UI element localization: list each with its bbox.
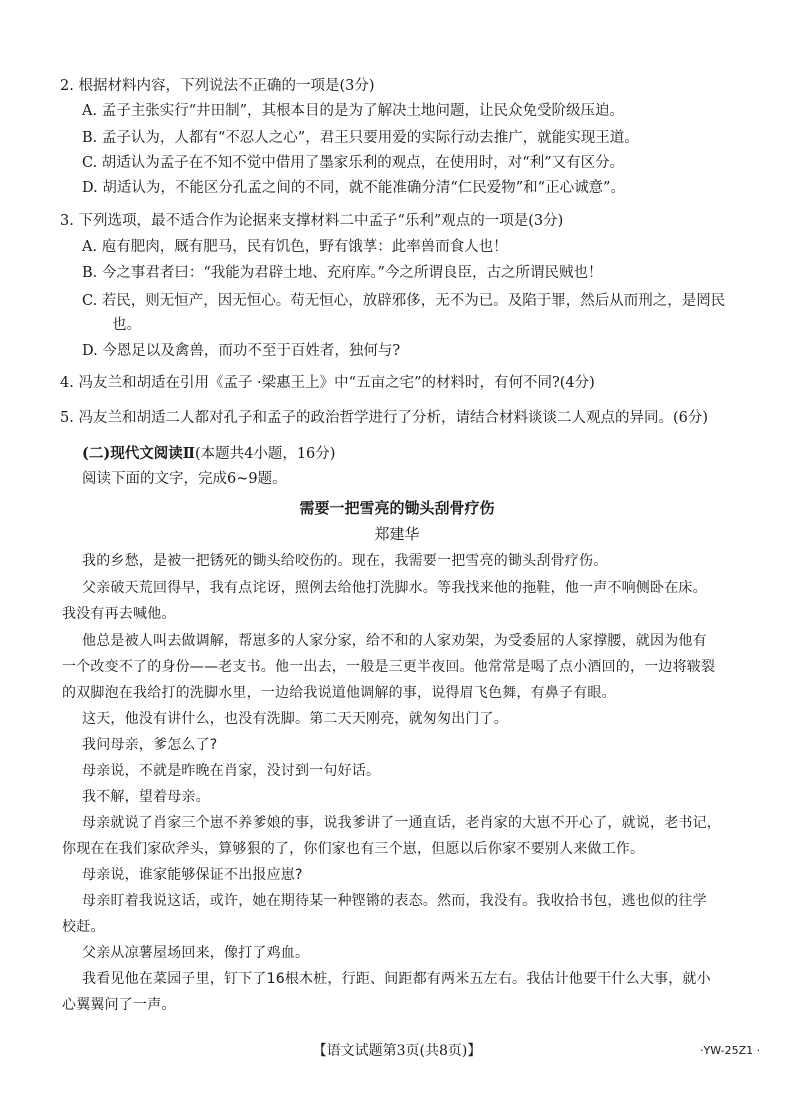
- section-heading-note: (本题共4小题，16分): [194, 446, 336, 462]
- question-5: 5. 冯友兰和胡适二人都对孔子和孟子的政治哲学进行了分析，请结合材料谈谈二人观点的异同。(6分): [60, 410, 708, 426]
- article-line: 我没有再去喊他。: [62, 606, 176, 622]
- article-line: 校赶。: [62, 919, 105, 935]
- article-line: 这天，他没有讲什么，也没有洗脚。第二天天刚亮，就匆匆出门了。: [82, 711, 508, 727]
- article-line: 我不解，望着母亲。: [82, 789, 210, 805]
- exam-code: ·YW-25Z1 ·: [700, 1044, 761, 1057]
- article-line: 母亲说，不就是昨晚在肖家，没讨到一句好话。: [82, 763, 381, 779]
- article-line: 你现在在我们家砍斧头，算够狠的了，你们家也有三个崽，但愿以后你家不要别人来做工作。: [62, 841, 645, 857]
- question-2-option-d: D. 胡适认为，不能区分孔孟之间的不同，就不能准确分清“仁民爱物”和“正心诚意”。: [82, 180, 625, 196]
- question-4: 4. 冯友兰和胡适在引用《孟子 ·梁惠王上》中“五亩之宅”的材料时，有何不同?(4分): [60, 375, 595, 391]
- article-line: 心翼翼问了一声。: [62, 997, 176, 1013]
- question-2-option-a: A. 孟子主张实行“井田制”，其根本目的是为了解决土地问题，让民众免受阶级压迫。: [82, 103, 625, 119]
- question-3-option-b: B. 今之事君者曰：“我能为君辟土地、充府库。”今之所谓良臣，古之所谓民贼也！: [82, 265, 603, 281]
- page-footer-label: 【语文试题第3页(共8页)】: [312, 1043, 482, 1059]
- section-instruction: 阅读下面的文字，完成6~9题。: [82, 471, 287, 487]
- section-heading: [82, 443, 335, 465]
- question-2-option-c: C. 胡适认为孟子在不知不觉中借用了墨家乐利的观点，在使用时，对“利”又有区分。: [82, 155, 625, 171]
- question-3-option-c: C. 若民，则无恒产，因无恒心。苟无恒心，放辟邪侈，无不为已。及陷于罪，然后从而刑之，是罔民: [82, 293, 726, 309]
- article-line: 他总是被人叫去做调解，帮崽多的人家分家，给不和的人家劝架，为受委屈的人家撑腰，就因为他有: [82, 633, 707, 649]
- question-2-option-b: B. 孟子认为，人都有“不忍人之心”，君王只要用爱的实际行动去推广，就能实现王道。: [82, 130, 639, 146]
- question-3-option-c-continued: 也。: [112, 317, 141, 333]
- article-line: 母亲就说了肖家三个崽不养爹娘的事，说我爹讲了一通直话，老肖家的大崽不开心了，就说，老书记，: [82, 815, 721, 831]
- article-line: 的双脚泡在我给打的洗脚水里，一边给我说道他调解的事，说得眉飞色舞，有鼻子有眼。: [62, 685, 616, 701]
- article-line: 母亲说，谁家能够保证不出报应崽?: [82, 867, 303, 883]
- question-3-option-d: D. 今恩足以及禽兽，而功不至于百姓者，独何与?: [82, 343, 401, 359]
- article-line: 我问母亲，爹怎么了?: [82, 737, 218, 753]
- question-2-stem: 2. 根据材料内容，下列说法不正确的一项是(3分): [60, 78, 375, 94]
- section-heading-title: (二)现代文阅读Ⅱ: [82, 445, 195, 462]
- article-line: 一个改变不了的身份——老支书。他一出去，一般是三更半夜回。他常常是喝了点小酒回的，一边将皲裂: [62, 659, 716, 675]
- article-line: 父亲从凉薯屋场回来，像打了鸡血。: [82, 945, 310, 961]
- article-line: 我看见他在菜园子里，钉下了16根木桩，行距、间距都有两米五左右。我估计他要干什么大事，就小: [82, 971, 711, 987]
- article-line: 父亲破天荒回得早，我有点诧讶，照例去给他打洗脚水。等我找来他的拖鞋，他一声不响侧卧在床。: [82, 580, 707, 596]
- article-title: 需要一把雪亮的锄头刮骨疗伤: [299, 499, 495, 517]
- article-line: 我的乡愁，是被一把锈死的锄头给咬伤的。现在，我需要一把雪亮的锄头刮骨疗伤。: [82, 553, 608, 569]
- article-line: 母亲盯着我说这话，或许，她在期待某一种铿锵的表态。然而，我没有。我收拾书包，逃也似的往学: [82, 893, 707, 909]
- question-3-stem: 3. 下列选项，最不适合作为论据来支撑材料二中孟子“乐利”观点的一项是(3分): [60, 213, 564, 229]
- article-author: 郑建华: [374, 525, 420, 543]
- question-3-option-a: A. 庖有肥肉，厩有肥马，民有饥色，野有饿莩：此率兽而食人也！: [82, 239, 508, 255]
